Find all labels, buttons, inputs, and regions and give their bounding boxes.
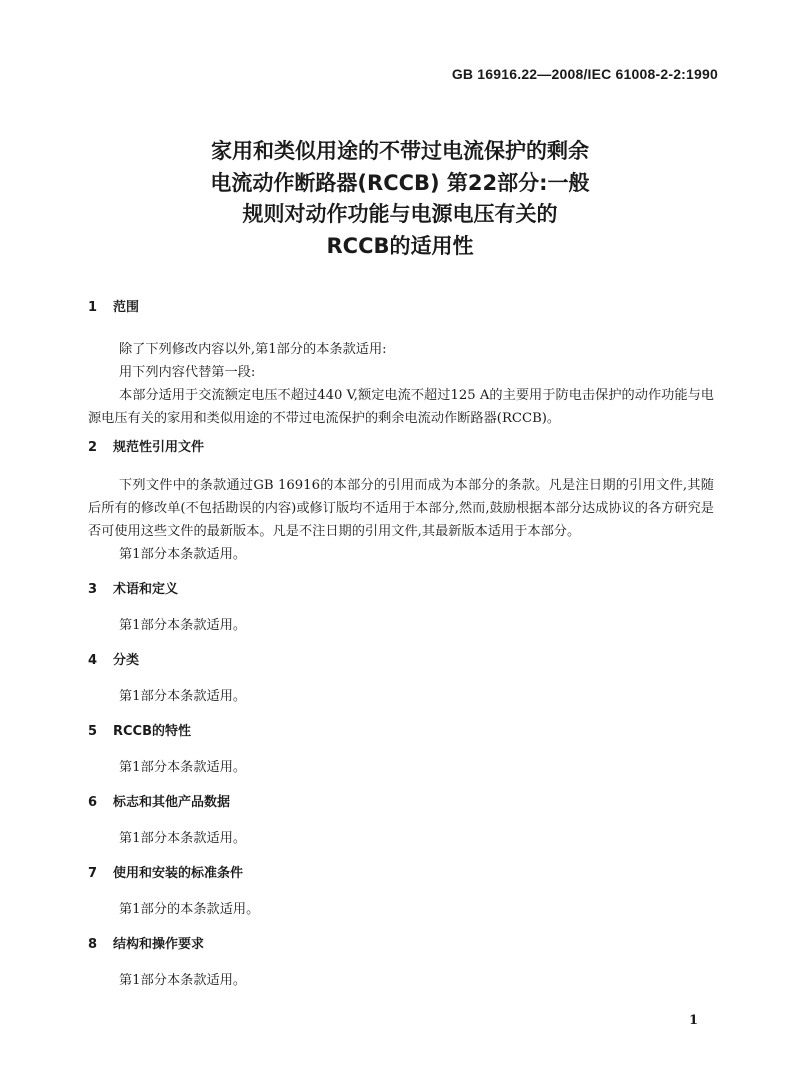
section-title: 结构和操作要求 <box>113 937 205 952</box>
paragraph: 第1部分的本条款适用。 <box>119 902 260 917</box>
paragraph: 第1部分本条款适用。 <box>119 973 247 988</box>
section-number: 7 <box>88 866 98 881</box>
paragraph: 本部分适用于交流额定电压不超过440 V,额定电流不超过125 A的主要用于防电击保护的动作功能与电源电压有关的家用和类似用途的不带过电流保护的剩余电流动作断路器(RCCB)。 <box>88 388 714 426</box>
section-number: 6 <box>88 795 98 810</box>
section-title: 规范性引用文件 <box>113 440 205 455</box>
title-line: 家用和类似用途的不带过电流保护的剩余 <box>211 139 589 163</box>
section-title: 术语和定义 <box>113 582 179 597</box>
standard-code: GB 16916.22—2008/IEC 61008-2-2:1990 <box>451 66 718 82</box>
section-title: 分类 <box>113 653 140 668</box>
section-title: 标志和其他产品数据 <box>113 795 231 810</box>
section-title: 使用和安装的标准条件 <box>113 866 244 881</box>
section-number: 2 <box>88 440 98 455</box>
title-line: 规则对动作功能与电源电压有关的 <box>242 202 558 226</box>
section-title: RCCB的特性 <box>113 724 192 739</box>
title-line: RCCB的适用性 <box>326 233 474 258</box>
section-number: 4 <box>88 653 98 668</box>
paragraph: 第1部分本条款适用。 <box>119 760 247 775</box>
section-heading <box>88 298 714 318</box>
paragraph: 除了下列修改内容以外,第1部分的本条款适用: <box>119 342 387 357</box>
title-line: 电流动作断路器(RCCB) 第22部分:一般 <box>210 170 590 195</box>
section-number: 1 <box>88 300 98 315</box>
section-heading <box>88 438 714 458</box>
document-body <box>88 298 714 992</box>
section-heading <box>88 793 714 813</box>
paragraph: 第1部分本条款适用。 <box>119 831 247 846</box>
section-title: 范围 <box>113 300 140 315</box>
page-number: 1 <box>688 1013 698 1028</box>
section-number: 8 <box>88 937 98 952</box>
section-number: 3 <box>88 582 98 597</box>
section-heading <box>88 651 714 671</box>
section-heading <box>88 864 714 884</box>
section-heading <box>88 722 714 742</box>
section-number: 5 <box>88 724 98 739</box>
paragraph: 用下列内容代替第一段: <box>119 365 256 380</box>
paragraph: 第1部分本条款适用。 <box>119 689 247 704</box>
paragraph: 第1部分本条款适用。 <box>119 618 247 633</box>
section-heading <box>88 580 714 600</box>
document-title <box>0 136 800 262</box>
paragraph: 下列文件中的条款通过GB 16916的本部分的引用而成为本部分的条款。凡是注日期的引用文件,其随后所有的修改单(不包括勘误的内容)或修订版均不适用于本部分,然而,鼓励根据本部分达成协议的各方研究是否可使用这些文件的最新版本。凡是不注日期的引用文件,其最新版本适用于本部分。 <box>88 478 714 539</box>
paragraph: 第1部分本条款适用。 <box>119 547 247 562</box>
section-heading <box>88 935 714 955</box>
